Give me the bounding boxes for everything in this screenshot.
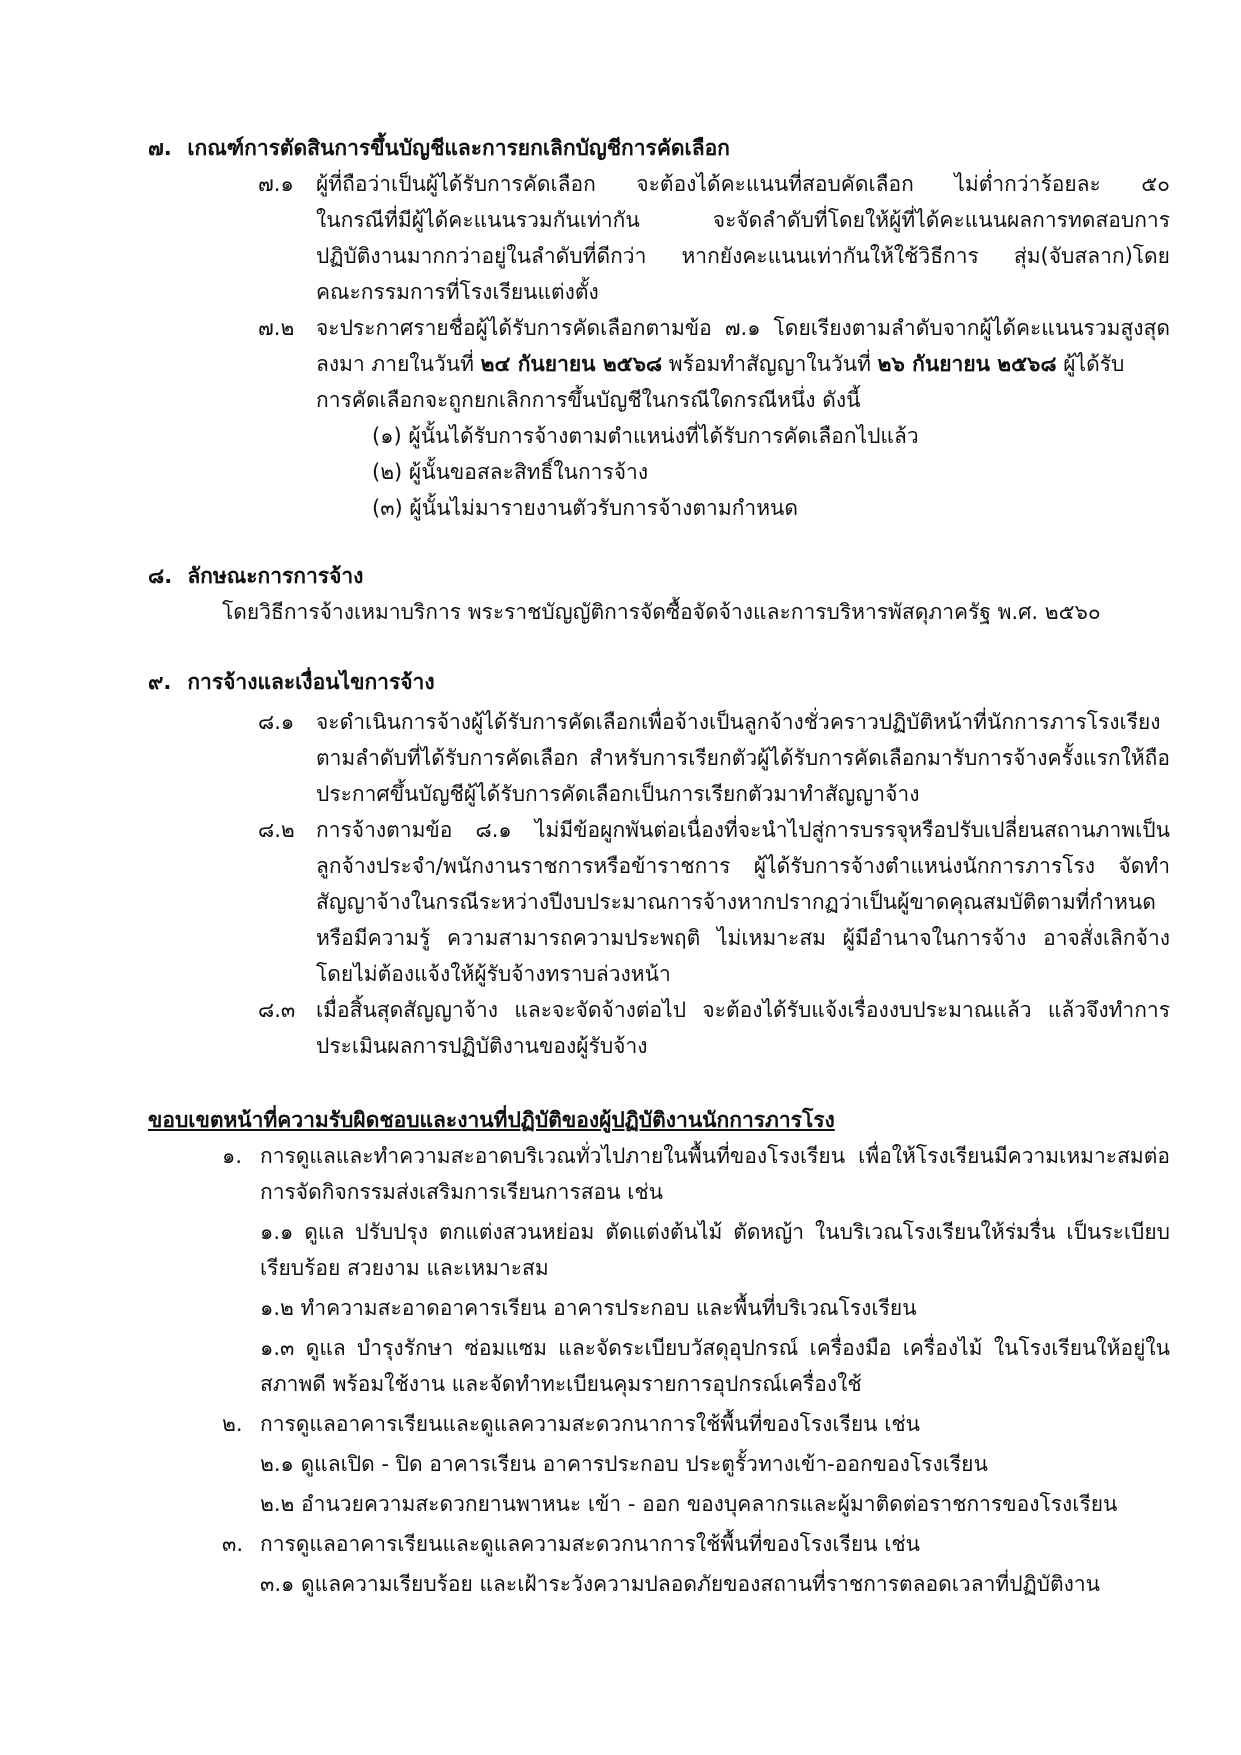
duty-1-3-line-1: ๑.๓ ดูแล บำรุงรักษา ซ่อมแซม และจัดระเบียบวัสดุอุปกรณ์ เครื่องมือ เครื่องไม้ ในโรงเรียนให้อยู่ใน [260,1336,1170,1360]
item-8-2-line-3: สัญญาจ้างในกรณีระหว่างปีงบประมาณการจ้างหากปรากฏว่าเป็นผู้ขาดคุณสมบัติตามที่กำหนด [316,890,1156,914]
item-7-2-number: ๗.๒ [258,316,295,340]
item-8-3-line-2: ประเมินผลการปฏิบัติงานของผู้รับจ้าง [316,1034,648,1058]
item-8-1-line-3: ประกาศขึ้นบัญชีผู้ได้รับการคัดเลือกเป็นการเรียกตัวมาทำสัญญาจ้าง [316,782,920,806]
section-7-title: เกณฑ์การตัดสินการขึ้นบัญชีและการยกเลิกบัญชีการคัดเลือก [187,136,730,160]
section-8-number: ๘. [148,564,173,588]
duty-2-2: ๒.๒ อำนวยความสะดวกยานพาหนะ เข้า - ออก ของบุคลากรและผู้มาติดต่อราชการของโรงเรียน [260,1492,1118,1516]
duty-2-line-1: การดูแลอาคารเรียนและดูแลความสะดวกนาการใช้พื้นที่ของโรงเรียน เช่น [260,1412,921,1436]
duty-1-2: ๑.๒ ทำความสะอาดอาคารเรียน อาคารประกอบ และพื้นที่บริเวณโรงเรียน [260,1296,917,1320]
section-8-title: ลักษณะการการจ้าง [187,564,364,588]
duty-2-number: ๒. [222,1412,243,1436]
duty-1-1-line-2: เรียบร้อย สวยงาม และเหมาะสม [260,1256,549,1280]
cancel-case-2: (๒) ผู้นั้นขอสละสิทธิ์ในการจ้าง [372,460,649,484]
section-9-title: การจ้างและเงื่อนไขการจ้าง [187,670,435,694]
section-9-heading [148,664,435,700]
duty-1-number: ๑. [222,1144,243,1168]
text-run: พร้อมทำสัญญาในวันที่ [662,352,878,376]
item-8-2-number: ๘.๒ [258,818,295,842]
cancel-case-1: (๑) ผู้นั้นได้รับการจ้างตามตำแหน่งที่ได้รับการคัดเลือกไปแล้ว [372,424,919,448]
item-7-1-line-4: คณะกรรมการที่โรงเรียนแต่งตั้ง [316,280,599,304]
item-8-3-number: ๘.๓ [258,998,296,1022]
announcement-date: ๒๔ กันยายน ๒๕๖๘ [480,352,663,376]
section-9-number: ๙. [148,670,172,694]
contract-date: ๒๖ กันยายน ๒๕๖๘ [877,352,1057,376]
item-7-1-line-3: ปฏิบัติงานมากกว่าอยู่ในลำดับที่ดีกว่า หากยังคะแนนเท่ากันให้ใช้วิธีการ สุ่ม(จับสลาก)โดย [316,244,1170,268]
duty-1-1-line-1: ๑.๑ ดูแล ปรับปรุง ตกแต่งสวนหย่อม ตัดแต่งต้นไม้ ตัดหญ้า ในบริเวณโรงเรียนให้ร่มรื่น เป็นระเบียบ [260,1220,1170,1244]
item-7-1-line-1: ผู้ที่ถือว่าเป็นผู้ได้รับการคัดเลือก จะต้องได้คะแนนที่สอบคัดเลือก ไม่ต่ำกว่าร้อยละ ๕๐ [316,172,1170,196]
item-8-2-line-5: โดยไม่ต้องแจ้งให้ผู้รับจ้างทราบล่วงหน้า [316,962,671,986]
duty-3-number: ๓. [222,1532,244,1556]
item-8-2-line-4: หรือมีความรู้ ความสามารถความประพฤติ ไม่เหมาะสม ผู้มีอำนาจในการจ้าง อาจสั่งเลิกจ้าง [316,926,1170,950]
item-8-1-number: ๘.๑ [258,710,295,734]
item-7-1-line-2: ในกรณีที่มีผู้ได้คะแนนรวมกันเท่ากัน จะจัดลำดับที่โดยให้ผู้ที่ได้คะแนนผลการทดสอบการ [316,208,1170,232]
section-8-heading [148,558,363,594]
section-8-text: โดยวิธีการจ้างเหมาบริการ พระราชบัญญัติการจัดซื้อจัดจ้างและการบริหารพัสดุภาครัฐ พ.ศ. ๒๕๖๐ [222,600,1101,624]
item-8-1-line-1: จะดำเนินการจ้างผู้ได้รับการคัดเลือกเพื่อจ้างเป็นลูกจ้างชั่วคราวปฏิบัติหน้าที่นักการภารโรงเรียง [316,710,1161,734]
section-7-number: ๗. [148,136,172,160]
cancel-case-3: (๓) ผู้นั้นไม่มารายงานตัวรับการจ้างตามกำหนด [372,496,799,520]
item-8-1-line-2: ตามลำดับที่ได้รับการคัดเลือก สำหรับการเรียกตัวผู้ได้รับการคัดเลือกมารับการจ้างครั้งแรกให้ถือ [316,746,1170,770]
item-7-2-line-3: การคัดเลือกจะถูกยกเลิกการขึ้นบัญชีในกรณีใดกรณีหนึ่ง ดังนี้ [316,388,861,412]
section-7-heading [148,130,730,166]
text-run: ผู้ได้รับ [1056,352,1125,376]
item-7-2-line-1: จะประกาศรายชื่อผู้ได้รับการคัดเลือกตามข้อ ๗.๑ โดยเรียงตามลำดับจากผู้ได้คะแนนรวมสูงสุด [316,316,1170,340]
item-8-2-line-1: การจ้างตามข้อ ๘.๑ ไม่มีข้อผูกพันต่อเนื่องที่จะนำไปสู่การบรรจุหรือปรับเปลี่ยนสถานภาพเป็น [316,818,1170,842]
duty-3-line-1: การดูแลอาคารเรียนและดูแลความสะดวกนาการใช้พื้นที่ของโรงเรียน เช่น [260,1532,921,1556]
item-8-3-line-1: เมื่อสิ้นสุดสัญญาจ้าง และจะจัดจ้างต่อไป จะต้องได้รับแจ้งเรื่องงบประมาณแล้ว แล้วจึงทำการ [316,998,1170,1022]
duty-1-3-line-2: สภาพดี พร้อมใช้งาน และจัดทำทะเบียนคุมรายการอุปกรณ์เครื่องใช้ [260,1372,862,1396]
duty-2-1: ๒.๑ ดูแลเปิด - ปิด อาคารเรียน อาคารประกอบ ประตูรั้วทางเข้า-ออกของโรงเรียน [260,1452,988,1476]
text-run: ลงมา ภายในวันที่ [316,352,481,376]
item-7-1-number: ๗.๑ [258,172,294,196]
scope-heading: ขอบเขตหน้าที่ความรับผิดชอบและงานที่ปฏิบัติของผู้ปฏิบัติงานนักการภารโรง [148,1108,835,1132]
item-7-2-line-2 [316,346,1124,382]
duty-1-line-1: การดูแลและทำความสะอาดบริเวณทั่วไปภายในพื้นที่ของโรงเรียน เพื่อให้โรงเรียนมีความเหมาะสมต่อ [260,1144,1170,1168]
duty-1-line-2: การจัดกิจกรรมส่งเสริมการเรียนการสอน เช่น [260,1180,663,1204]
duty-3-1: ๓.๑ ดูแลความเรียบร้อย และเฝ้าระวังความปลอดภัยของสถานที่ราชการตลอดเวลาที่ปฏิบัติงาน [260,1572,1101,1596]
item-8-2-line-2: ลูกจ้างประจำ/พนักงานราชการหรือข้าราชการ ผู้ได้รับการจ้างตำแหน่งนักการภารโรง จัดทำ [316,854,1170,878]
